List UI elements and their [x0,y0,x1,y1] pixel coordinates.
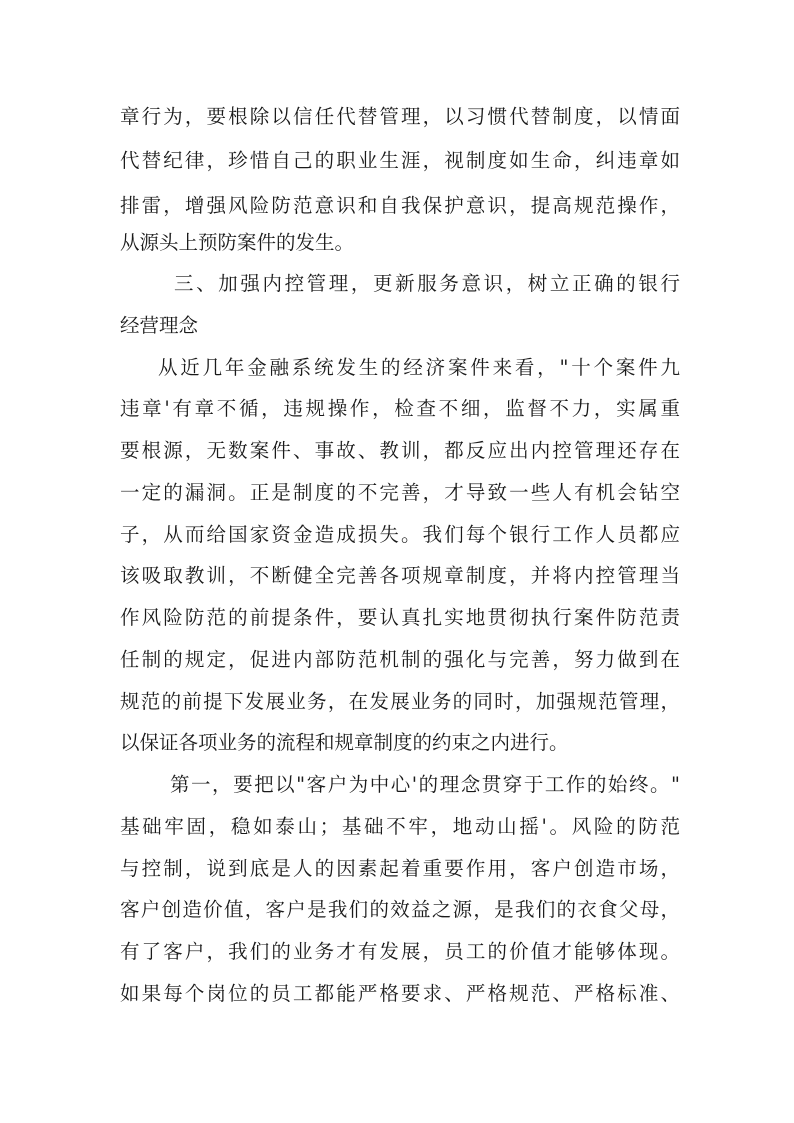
paragraph-line: 客户创造价值，客户是我们的效益之源，是我们的衣食父母， [120,898,680,921]
paragraph-line: 作风险防范的前提条件，要认真扎实地贯彻执行案件防范责 [120,606,680,629]
section-heading-line: 经营理念 [120,314,199,337]
paragraph-line: 第一，要把以"客户为中心'的理念贯穿于工作的始终。" [170,773,680,796]
paragraph-line: 如果每个岗位的员工都能严格要求、严格规范、严格标准、 [120,982,680,1005]
paragraph-line: 违章'有章不循，违规操作，检查不细，监督不力，实属重 [120,397,680,420]
paragraph-line: 与控制，说到底是人的因素起着重要作用，客户创造市场， [120,857,680,880]
paragraph-line: 代替纪律，珍惜自己的职业生涯，视制度如生命，纠违章如 [120,149,680,172]
paragraph-line: 从近几年金融系统发生的经济案件来看，"十个案件九 [158,356,680,379]
paragraph-line: 基础牢固，稳如泰山；基础不牢，地动山摇'。风险的防范 [120,815,680,838]
paragraph-line: 有了客户，我们的业务才有发展，员工的价值才能够体现。 [120,940,680,963]
paragraph-line: 排雷，增强风险防范意识和自我保护意识，提高规范操作， [120,194,680,217]
paragraph-line: 任制的规定，促进内部防范机制的强化与完善，努力做到在 [120,648,680,671]
paragraph-line: 章行为，要根除以信任代替管理，以习惯代替制度，以情面 [120,105,680,128]
paragraph-line: 该吸取教训，不断健全完善各项规章制度，并将内控管理当 [120,564,680,587]
paragraph-line: 子，从而给国家资金造成损失。我们每个银行工作人员都应 [120,523,680,546]
paragraph-line: 要根源，无数案件、事故、教训，都反应出内控管理还存在 [120,439,680,462]
paragraph-line: 规范的前提下发展业务，在发展业务的同时，加强规范管理， [120,690,680,713]
paragraph-line: 以保证各项业务的流程和规章制度的约束之内进行。 [120,731,569,754]
paragraph-line: 从源头上预防案件的发生。 [120,231,355,254]
paragraph-line: 一定的漏洞。正是制度的不完善，才导致一些人有机会钻空 [120,481,680,504]
section-heading-line: 三、加强内控管理，更新服务意识，树立正确的银行 [174,272,680,295]
